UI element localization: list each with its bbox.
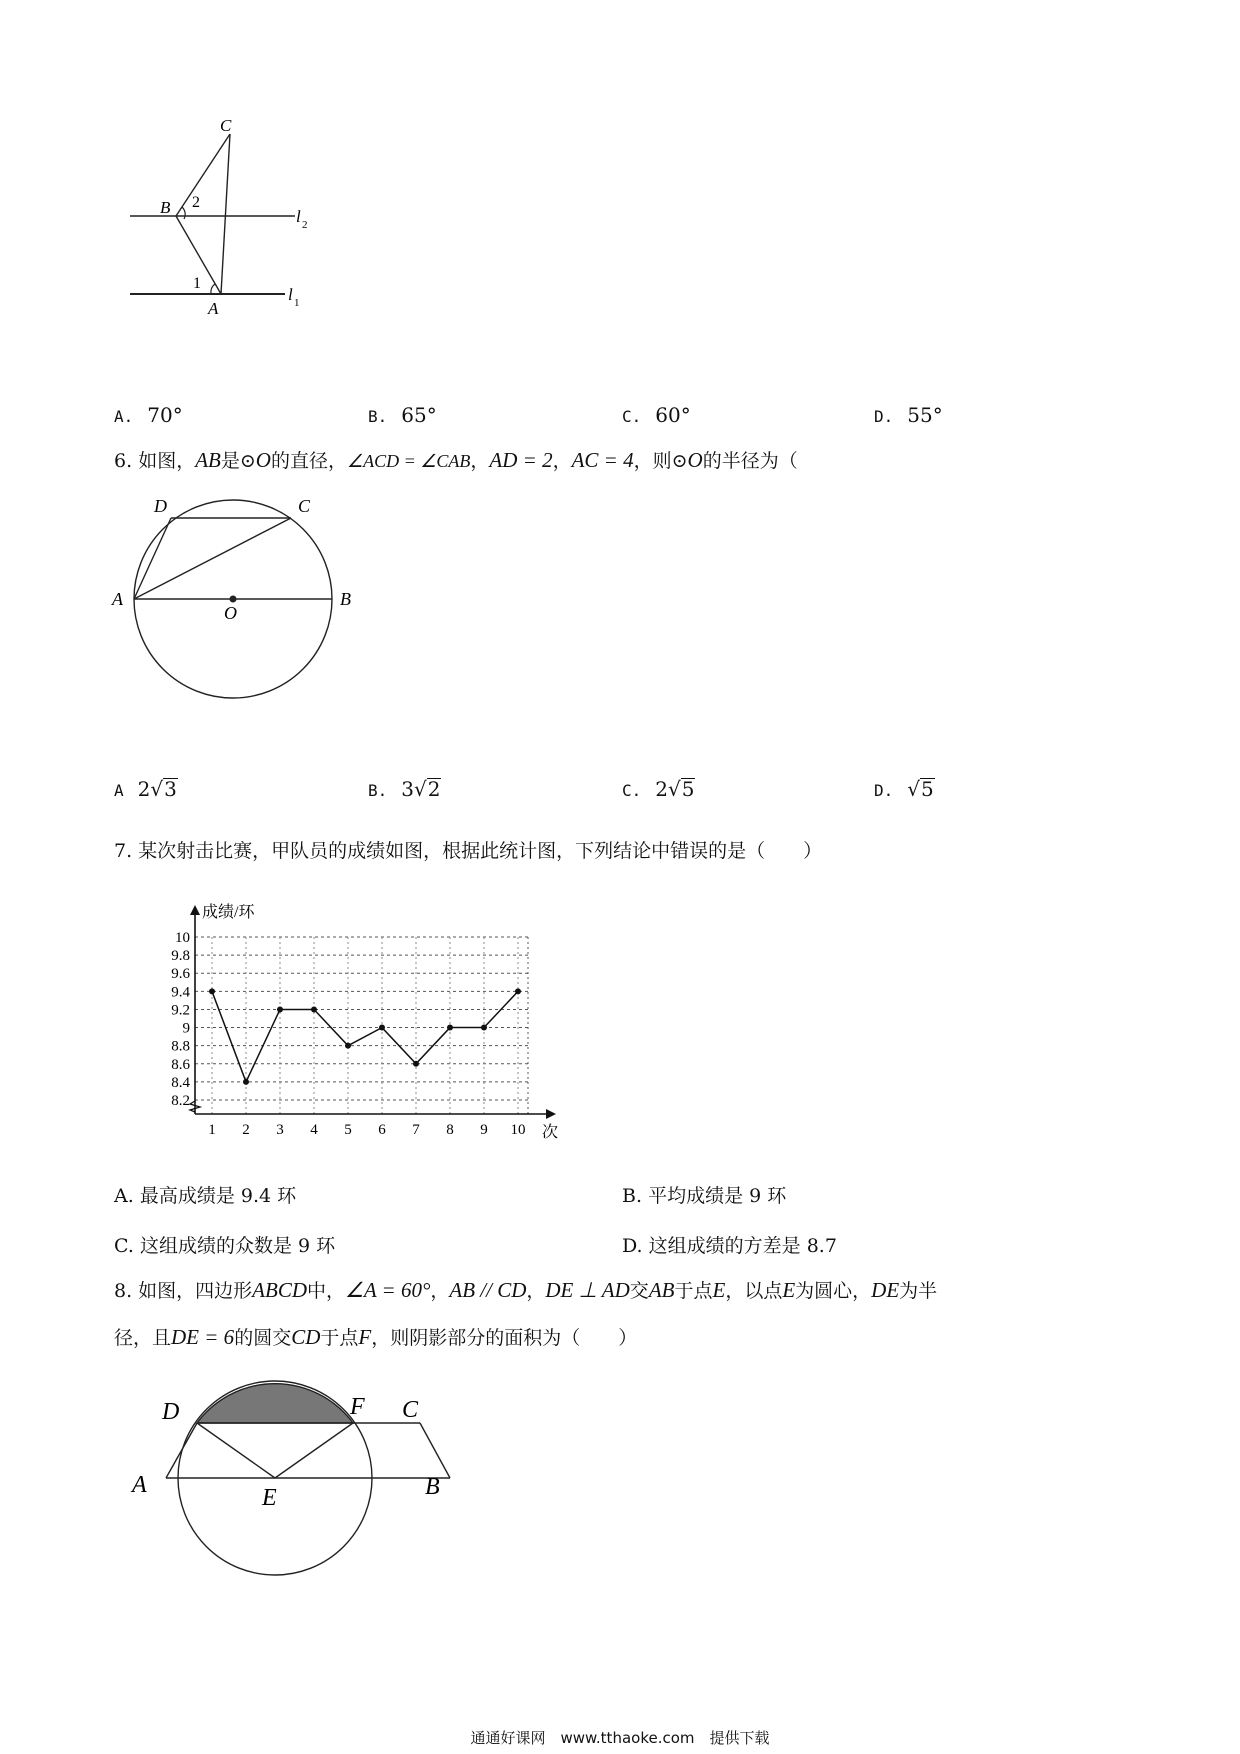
label-angle-2: 2 — [192, 194, 200, 211]
q6-option-b[interactable]: B. 3√2 — [368, 777, 441, 801]
q7-option-a[interactable] — [114, 1181, 296, 1208]
option-value: 65° — [401, 403, 437, 427]
label-angle-1: 1 — [193, 275, 201, 292]
data-point — [243, 1079, 249, 1085]
q7-option-c[interactable] — [114, 1231, 335, 1258]
option-label: A. — [114, 1185, 134, 1207]
label-a: A — [112, 589, 123, 609]
q8-text: 于点 — [674, 1280, 713, 1302]
data-point — [481, 1025, 487, 1031]
label-l1: l — [288, 285, 293, 304]
x-tick-label: 5 — [344, 1122, 352, 1138]
q5-option-c[interactable] — [622, 403, 691, 427]
x-tick-label: 4 — [310, 1122, 318, 1138]
q7-question: 7. 某次射击比赛，甲队员的成绩如图，根据此统计图，下列结论中错误的是（ ） — [114, 840, 823, 862]
option-value: 55° — [907, 403, 943, 427]
q6-option-a[interactable]: A 2√3 — [114, 777, 177, 801]
data-point — [515, 988, 521, 994]
q6-math: O — [255, 448, 271, 472]
label-b: B — [425, 1474, 440, 1500]
q8-text: ， — [526, 1280, 546, 1302]
q8-figure — [120, 1370, 460, 1600]
y-tick-label: 8.8 — [171, 1038, 190, 1055]
score-line — [212, 991, 518, 1082]
q8-text: 于点 — [320, 1327, 359, 1349]
q6-option-c[interactable]: C. 2√5 — [622, 777, 695, 801]
q8-text: 为半 — [899, 1280, 938, 1302]
y-tick-label: 9 — [182, 1020, 190, 1037]
q6-math: AC = 4 — [571, 448, 634, 472]
q6-text: 是⊙ — [220, 450, 256, 472]
label-o: O — [224, 603, 237, 623]
y-tick-label: 9.2 — [171, 1002, 190, 1019]
y-tick-label: 9.6 — [171, 966, 190, 983]
q6-text: 的直径， — [270, 450, 347, 472]
q8-math: ABCD — [252, 1278, 307, 1302]
label-a: A — [208, 299, 219, 318]
q6-math: ∠ACD = ∠CAB — [346, 451, 471, 471]
label-d: D — [162, 1399, 180, 1425]
y-axis-title: 成绩/环 — [202, 904, 255, 921]
option-label: A — [114, 781, 124, 800]
label-c: C — [402, 1397, 419, 1423]
y-tick-label: 9.4 — [171, 984, 190, 1001]
option-text: 平均成绩是 9 环 — [648, 1185, 787, 1207]
q6-text: ， — [470, 450, 490, 472]
option-radicand: 2 — [427, 777, 441, 801]
x-tick-label: 8 — [446, 1122, 454, 1138]
label-l1-sub: 1 — [294, 297, 300, 309]
option-value: 60° — [655, 403, 691, 427]
label-c: C — [220, 120, 232, 135]
option-coef: 2 — [655, 777, 668, 801]
q8-text: 径，且 — [114, 1327, 172, 1349]
q6-question — [114, 445, 798, 476]
q6-option-d[interactable]: D. √5 — [874, 777, 934, 801]
q8-math: E — [782, 1278, 796, 1302]
data-point — [345, 1043, 351, 1049]
option-label: C. — [114, 1235, 134, 1257]
y-tick-label: 8.2 — [171, 1093, 190, 1109]
question-number: 6. — [114, 450, 133, 472]
data-point — [379, 1025, 385, 1031]
option-label: C. — [622, 781, 642, 800]
x-axis-title: 次 — [542, 1124, 559, 1141]
x-tick-label: 9 — [480, 1122, 488, 1138]
q8-text: 的圆交 — [234, 1327, 292, 1349]
option-label: A. — [114, 407, 134, 426]
option-value: 70° — [147, 403, 183, 427]
q8-question-line-2 — [114, 1322, 637, 1353]
label-c: C — [298, 496, 311, 516]
option-label: D. — [622, 1235, 643, 1257]
q8-text: ，则阴影部分的面积为（ ） — [371, 1327, 638, 1349]
option-text: 这组成绩的方差是 8.7 — [648, 1235, 837, 1257]
option-label: D. — [874, 781, 894, 800]
q8-math: DE — [871, 1278, 900, 1302]
x-tick-label: 3 — [276, 1122, 284, 1138]
q7-line-chart — [150, 895, 570, 1155]
y-axis-arrow — [190, 905, 200, 915]
option-label: B. — [622, 1185, 643, 1207]
option-label: B. — [368, 781, 388, 800]
q8-math: AB — [648, 1278, 675, 1302]
q8-math: DE = 6 — [171, 1325, 235, 1349]
option-text: 最高成绩是 9.4 环 — [139, 1185, 297, 1207]
page-footer: 通通好课网 www.tthaoke.com 提供下载 — [470, 1729, 770, 1747]
q8-math: AB // CD — [449, 1278, 527, 1302]
x-tick-label: 6 — [378, 1122, 386, 1138]
q5-option-d[interactable] — [874, 403, 943, 427]
option-coef: 2 — [137, 777, 151, 801]
q5-figure — [120, 120, 360, 360]
q5-option-a[interactable] — [114, 403, 183, 427]
q5-option-b[interactable] — [368, 403, 437, 427]
y-tick-label: 8.6 — [171, 1056, 190, 1073]
data-point — [447, 1025, 453, 1031]
label-b: B — [160, 198, 171, 217]
q8-text: 交 — [629, 1280, 649, 1302]
q7-option-b[interactable] — [622, 1181, 786, 1208]
q8-math: DE ⊥ AD — [545, 1278, 630, 1302]
q6-text: 的半径为（ — [702, 450, 798, 472]
x-tick-label: 2 — [242, 1122, 250, 1138]
option-radicand: 5 — [921, 777, 934, 801]
y-tick-label: 10 — [175, 930, 190, 946]
label-f: F — [350, 1394, 365, 1420]
q6-math: AD = 2 — [489, 448, 553, 472]
label-a: A — [132, 1472, 147, 1498]
q8-math: E — [712, 1278, 726, 1302]
q8-text: 中， — [307, 1280, 346, 1302]
data-point — [413, 1061, 419, 1067]
x-tick-label: 7 — [412, 1122, 420, 1138]
q7-option-d[interactable] — [622, 1231, 837, 1258]
option-text: 这组成绩的众数是 9 环 — [139, 1235, 336, 1257]
q8-text: 8. 如图，四边形 — [114, 1280, 253, 1302]
q8-math: F — [358, 1325, 372, 1349]
x-axis-arrow — [546, 1109, 556, 1119]
data-point — [209, 988, 215, 994]
option-radicand: 5 — [681, 777, 695, 801]
q8-text: ， — [430, 1280, 450, 1302]
label-d: D — [154, 496, 167, 516]
y-tick-label: 8.4 — [171, 1074, 190, 1091]
data-point — [277, 1006, 283, 1012]
q6-math: AB — [195, 448, 221, 472]
x-tick-label: 10 — [510, 1122, 526, 1138]
q8-text: 为圆心， — [795, 1280, 872, 1302]
label-l2-sub: 2 — [302, 219, 308, 231]
label-b: B — [340, 589, 351, 609]
option-label: B. — [368, 407, 388, 426]
q6-math: O — [687, 448, 703, 472]
option-radicand: 3 — [164, 777, 177, 801]
q8-math: CD — [291, 1325, 321, 1349]
data-point — [311, 1006, 317, 1012]
q8-question-line-1 — [114, 1275, 937, 1306]
q6-figure — [108, 490, 368, 710]
y-tick-label: 9.8 — [171, 948, 190, 965]
q8-math: ∠A = 60° — [345, 1278, 431, 1302]
label-e: E — [262, 1485, 277, 1511]
q6-text: ， — [552, 450, 572, 472]
option-label: C. — [622, 407, 642, 426]
x-tick-label: 1 — [208, 1122, 216, 1138]
label-l2: l — [296, 207, 301, 226]
q6-text: 如图， — [138, 450, 196, 472]
q6-text: ，则⊙ — [633, 450, 688, 472]
option-label: D. — [874, 407, 894, 426]
option-coef: 3 — [401, 777, 414, 801]
q8-text: ，以点 — [725, 1280, 783, 1302]
